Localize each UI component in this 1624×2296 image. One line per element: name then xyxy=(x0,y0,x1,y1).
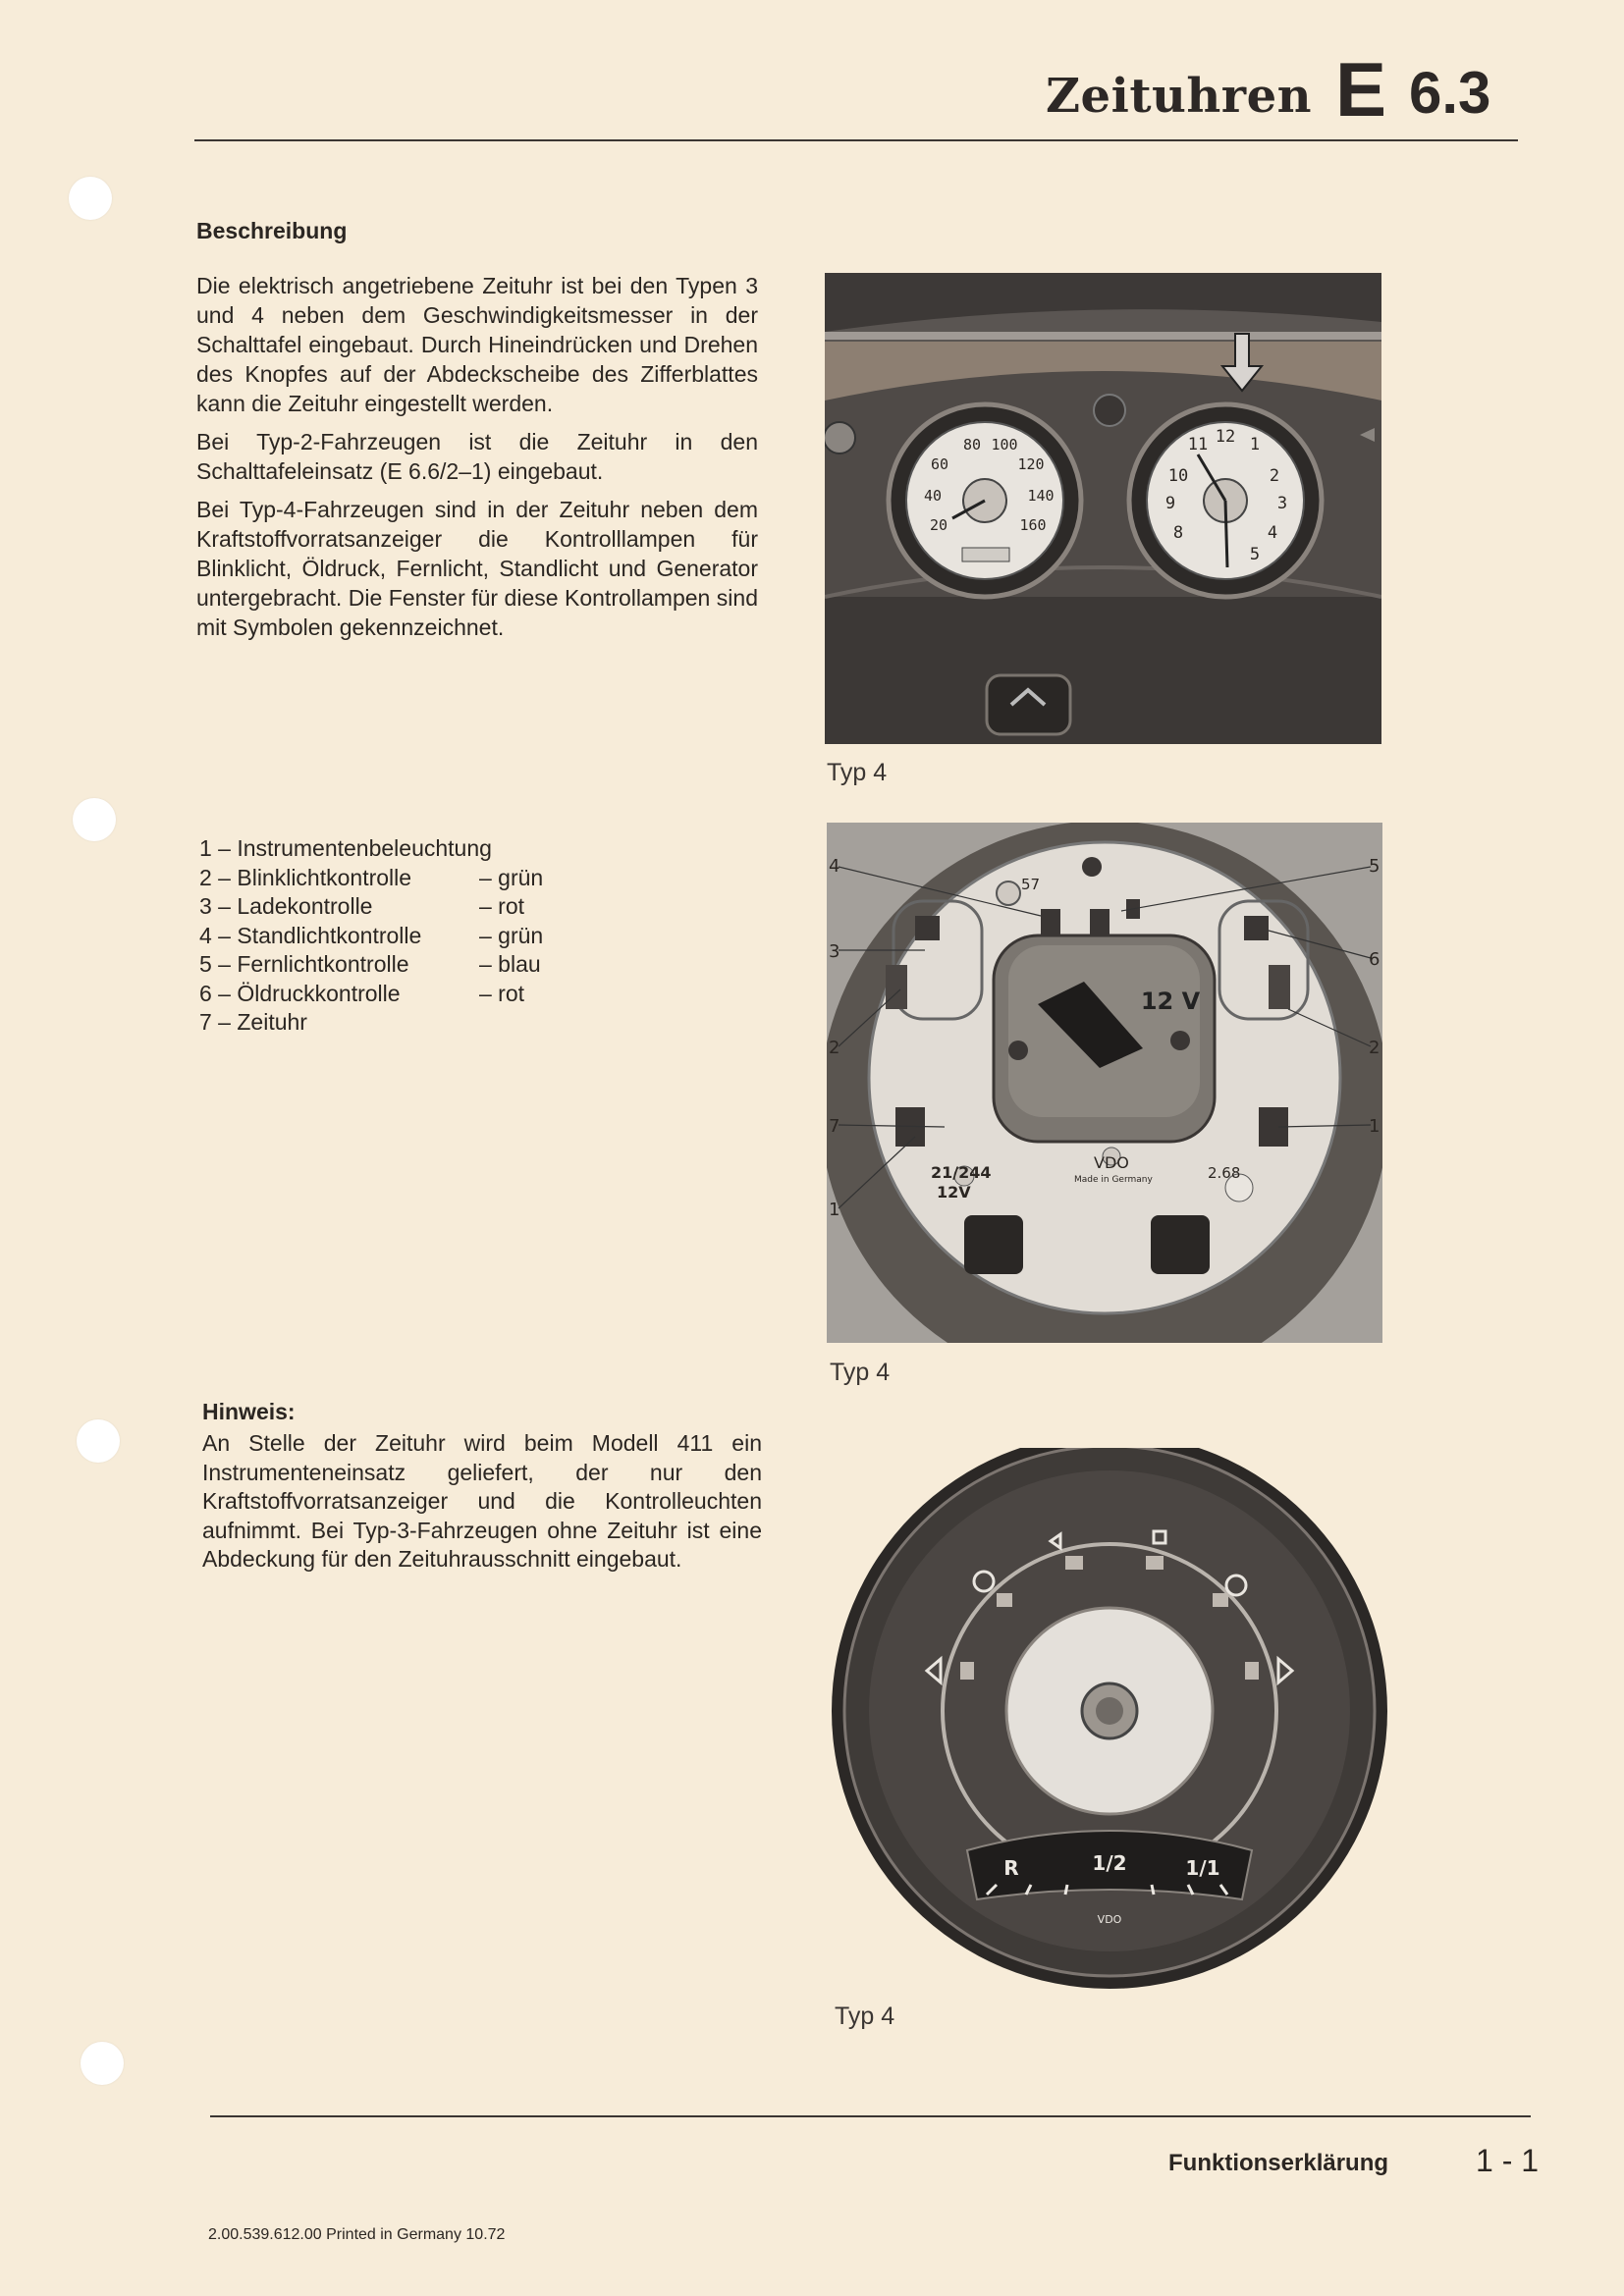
binder-hole xyxy=(81,2042,124,2085)
legend-item: 4 – Standlichtkontrolle – grün xyxy=(199,922,544,948)
page-number: 1 - 1 xyxy=(1476,2143,1540,2178)
callout-label: 4 xyxy=(829,856,840,877)
callout-label: 1 xyxy=(829,1200,840,1220)
callout-label: 2 xyxy=(1369,1038,1380,1058)
note-text: An Stelle der Zeituhr wird beim Modell 411 ein Instrumenteneinsatz geliefert, der nur den Kraftstoffvorratsanzeiger und die Kontrolleuchten aufnimmt. Bei Typ-3-Fahrzeugen ohne Zeituhr ist eine Abdeckung für den Zeituhrausschnitt eingebaut. xyxy=(202,1430,762,1572)
footer-section-name: Funktionserklärung xyxy=(1168,2150,1389,2176)
binder-hole xyxy=(69,177,112,220)
clock-label: 5 xyxy=(1249,545,1261,564)
legend-item: 3 – Ladekontrolle – rot xyxy=(199,893,525,919)
clock-label: 8 xyxy=(1172,523,1184,543)
part-number: 12V xyxy=(937,1183,971,1201)
clock-label: 11 xyxy=(1187,435,1209,454)
speedo-label: 140 xyxy=(1027,487,1055,505)
print-note: 2.00.539.612.00 Printed in Germany 10.72 xyxy=(208,2226,506,2243)
speedo-label: 80 xyxy=(962,436,982,454)
dashboard-photo xyxy=(825,273,1381,744)
clock-label: 1 xyxy=(1249,435,1261,454)
clock-label: 2 xyxy=(1269,466,1280,486)
gauge-label: 1/2 xyxy=(1092,1851,1127,1875)
section-letter: E xyxy=(1335,46,1387,133)
clock-label: 3 xyxy=(1276,494,1288,513)
note-heading: Hinweis: xyxy=(202,1399,296,1424)
callout-label: 6 xyxy=(1369,949,1380,970)
gauge-front-photo xyxy=(830,1448,1389,1998)
legend-item: 1 – Instrumentenbeleuchtung xyxy=(199,835,492,861)
clock-label: 10 xyxy=(1167,466,1189,486)
page-title: Zeituhren xyxy=(1046,69,1313,124)
figure-caption: Typ 4 xyxy=(827,759,888,786)
legend-item: 2 – Blinklichtkontrolle – grün xyxy=(199,864,544,890)
callout-label: 3 xyxy=(829,941,840,962)
clock-label: 9 xyxy=(1164,494,1176,513)
speedo-label: 60 xyxy=(930,455,949,473)
footer-rule xyxy=(210,2115,1531,2117)
speedo-label: 20 xyxy=(929,516,948,534)
description-text xyxy=(196,271,758,642)
figure-caption: Typ 4 xyxy=(830,1359,891,1386)
description-heading: Beschreibung xyxy=(196,218,348,243)
paragraph: Bei Typ-2-Fahrzeugen ist die Zeituhr in den Schalttafeleinsatz (E 6.6/2–1) eingebaut. xyxy=(196,429,758,484)
figure-caption: Typ 4 xyxy=(835,2002,895,2030)
legend-item: 5 – Fernlichtkontrolle – blau xyxy=(199,951,541,977)
instrument-back-photo xyxy=(827,823,1382,1343)
legend-list xyxy=(199,834,592,1038)
legend-item: 6 – Öldruckkontrolle – rot xyxy=(199,980,525,1006)
clock-label: 12 xyxy=(1215,427,1236,447)
header-rule xyxy=(194,139,1518,141)
callout-label: 5 xyxy=(1369,856,1380,877)
binder-hole xyxy=(73,798,116,841)
speedo-label: 100 xyxy=(991,436,1018,454)
speedo-label: 160 xyxy=(1019,516,1047,534)
legend-item: 7 – Zeituhr xyxy=(199,1009,307,1035)
clock-label: 4 xyxy=(1267,523,1278,543)
part-number: 2.68 xyxy=(1208,1164,1241,1182)
binder-hole xyxy=(77,1419,120,1463)
terminal-label: 57 xyxy=(1021,876,1041,893)
brand-label: VDO xyxy=(1094,1153,1129,1172)
paragraph: Bei Typ-4-Fahrzeugen sind in der Zeituhr neben dem Kraftstoffvorratsanzeiger die Kontrolllampen für Blinklicht, Öldruck, Fernlicht, Standlicht und Generator untergebracht. Die Fenster für diese Kontrollampen sind mit Symbolen gekennzeichnet. xyxy=(196,497,758,640)
speedo-label: 120 xyxy=(1017,455,1045,473)
voltage-label: 12 V xyxy=(1140,988,1201,1015)
section-number: 6.3 xyxy=(1409,60,1491,126)
gauge-label: 1/1 xyxy=(1185,1856,1220,1880)
callout-label: 2 xyxy=(829,1038,840,1058)
callout-label: 7 xyxy=(829,1116,840,1137)
brand-label: VDO xyxy=(1097,1913,1122,1926)
made-in-label: Made in Germany xyxy=(1074,1175,1153,1185)
gauge-label: R xyxy=(1003,1856,1019,1880)
part-number: 21/244 xyxy=(931,1163,992,1182)
paragraph: Die elektrisch angetriebene Zeituhr ist bei den Typen 3 und 4 neben dem Geschwindigkeitsmesser in der Schalttafel eingebaut. Durch Hineindrücken und Drehen des Knopfes auf der Abdeckscheibe des Zifferblattes kann die Zeituhr eingestellt werden. xyxy=(196,273,758,416)
callout-label: 1 xyxy=(1369,1116,1380,1137)
speedo-label: 40 xyxy=(923,487,943,505)
